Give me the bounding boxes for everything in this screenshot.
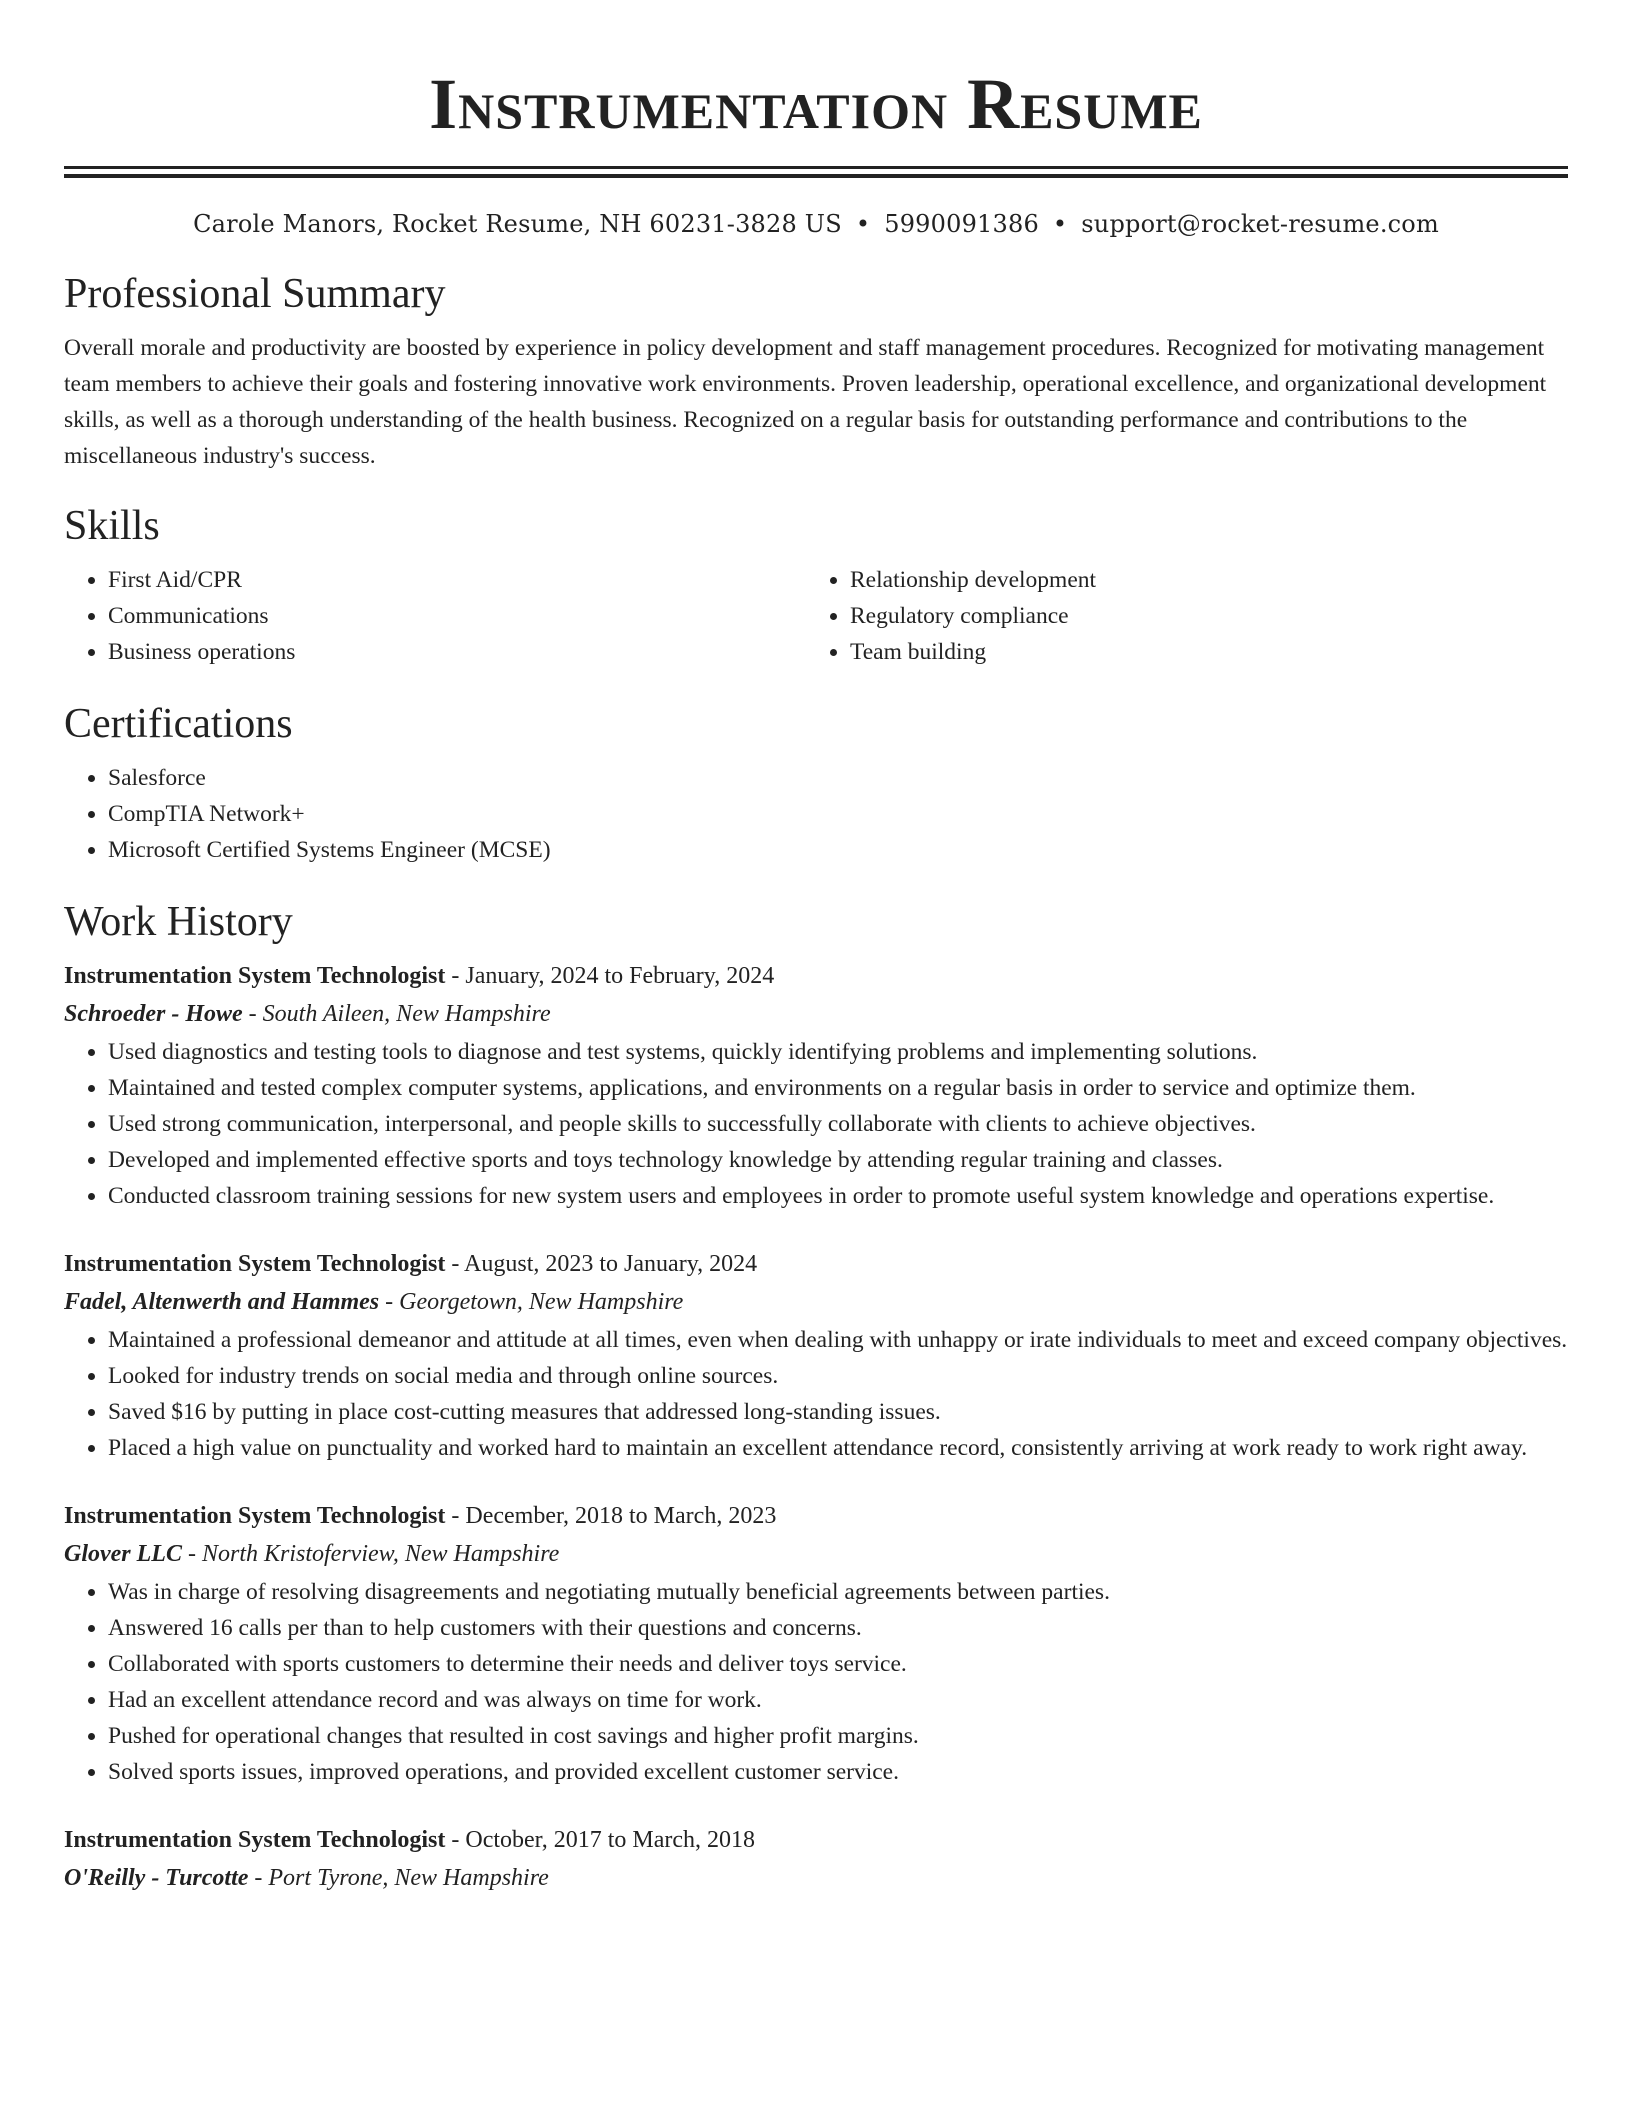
- work-history-section: [64, 896, 1568, 1898]
- job-duty: • Solved sports issues, improved operations, and provided excellent customer service.: [108, 1754, 1568, 1790]
- job-employer: [64, 1858, 1568, 1898]
- job-employer: [64, 994, 1568, 1034]
- certification-item: • Microsoft Certified Systems Engineer (MCSE): [108, 832, 1568, 868]
- job-entry: [64, 1498, 1568, 1790]
- title-divider-bottom: [64, 174, 1568, 178]
- job-heading: [64, 1246, 1568, 1282]
- job-heading: [64, 1498, 1568, 1534]
- job-duty: • Conducted classroom training sessions for new system users and employees in order to promote useful system knowledge and operations expertise.: [108, 1178, 1568, 1214]
- job-duty: • Used diagnostics and testing tools to diagnose and test systems, quickly identifying problems and implementing solutions.: [108, 1034, 1568, 1070]
- skills-grid: [64, 562, 1568, 670]
- section-heading: Certifications: [64, 701, 293, 747]
- job-title: Instrumentation System Technologist: [64, 1251, 446, 1277]
- certification-item: • CompTIA Network+: [108, 796, 1568, 832]
- skill-item: • Relationship development: [850, 562, 1548, 598]
- contact-separator: •: [855, 210, 871, 238]
- job-company: Fadel, Altenwerth and Hammes: [64, 1289, 380, 1315]
- contact-address: Carole Manors, Rocket Resume, NH 60231-3828 US: [193, 210, 842, 238]
- job-dates: - October, 2017 to March, 2018: [445, 1827, 756, 1853]
- resume-page: [64, 0, 1568, 1898]
- job-location: - North Kristoferview, New Hampshire: [181, 1541, 560, 1567]
- skill-item: • Business operations: [108, 634, 806, 670]
- job-title: Instrumentation System Technologist: [64, 1503, 446, 1529]
- job-duty: • Looked for industry trends on social media and through online sources.: [108, 1358, 1568, 1394]
- job-dates: - August, 2023 to January, 2024: [445, 1251, 758, 1277]
- contact-line: [64, 208, 1568, 240]
- certifications-section: [64, 698, 1568, 868]
- contact-email: support@rocket-resume.com: [1081, 210, 1439, 238]
- job-dates: - December, 2018 to March, 2023: [445, 1503, 777, 1529]
- job-duties-list: [64, 1574, 1568, 1790]
- job-company: O'Reilly - Turcotte: [64, 1865, 249, 1891]
- section-heading: Work History: [64, 899, 293, 945]
- skill-item: • Communications: [108, 598, 806, 634]
- contact-phone: 5990091386: [884, 210, 1039, 238]
- job-dates: - January, 2024 to February, 2024: [445, 963, 775, 989]
- job-location: - South Aileen, New Hampshire: [242, 1001, 551, 1027]
- job-employer: [64, 1534, 1568, 1574]
- job-entry: [64, 1246, 1568, 1466]
- section-heading: Professional Summary: [64, 271, 446, 317]
- job-company: Glover LLC: [64, 1541, 182, 1567]
- section-heading: Skills: [64, 503, 160, 549]
- job-company: Schroeder - Howe: [64, 1001, 243, 1027]
- job-duties-list: [64, 1322, 1568, 1466]
- job-duty: • Maintained and tested complex computer systems, applications, and environments on a regular basis in order to service and optimize them.: [108, 1070, 1568, 1106]
- job-location: - Port Tyrone, New Hampshire: [248, 1865, 549, 1891]
- job-duties-list: [64, 1034, 1568, 1214]
- certification-item: • Salesforce: [108, 760, 1568, 796]
- summary-text: Overall morale and productivity are boosted by experience in policy development and staff management procedures. Recognized for motivating management team members to achieve their goals and fostering innovative work environments. Proven leadership, operational excellence, and organizational development skills, as well as a thorough understanding of the health business. Recognized on a regular basis for outstanding performance and contributions to the miscellaneous industry's success.: [64, 335, 1547, 469]
- job-duty: • Collaborated with sports customers to determine their needs and deliver toys service.: [108, 1646, 1568, 1682]
- skill-item: • Team building: [850, 634, 1548, 670]
- job-heading: [64, 1822, 1568, 1858]
- job-duty: • Used strong communication, interpersonal, and people skills to successfully collaborate with clients to achieve objectives.: [108, 1106, 1568, 1142]
- summary-section: [64, 268, 1568, 474]
- job-duty: • Answered 16 calls per than to help customers with their questions and concerns.: [108, 1610, 1568, 1646]
- job-duty: • Maintained a professional demeanor and attitude at all times, even when dealing with unhappy or irate individuals to meet and exceed company objectives.: [108, 1322, 1568, 1358]
- job-duty: • Developed and implemented effective sports and toys technology knowledge by attending regular training and classes.: [108, 1142, 1568, 1178]
- job-duty: • Pushed for operational changes that resulted in cost savings and higher profit margins.: [108, 1718, 1568, 1754]
- skills-section: [64, 500, 1568, 670]
- job-duty: • Saved $16 by putting in place cost-cutting measures that addressed long-standing issues.: [108, 1394, 1568, 1430]
- job-location: - Georgetown, New Hampshire: [379, 1289, 684, 1315]
- skills-list-left: [64, 562, 806, 670]
- job-employer: [64, 1282, 1568, 1322]
- skill-item: • First Aid/CPR: [108, 562, 806, 598]
- skills-list-right: [806, 562, 1548, 670]
- contact-separator: •: [1052, 210, 1068, 238]
- job-title: Instrumentation System Technologist: [64, 1827, 446, 1853]
- job-entry: [64, 958, 1568, 1214]
- job-duty: • Placed a high value on punctuality and worked hard to maintain an excellent attendance record, consistently arriving at work ready to work right away.: [108, 1430, 1568, 1466]
- job-duty: • Was in charge of resolving disagreements and negotiating mutually beneficial agreements between parties.: [108, 1574, 1568, 1610]
- job-entry: [64, 1822, 1568, 1898]
- skill-item: • Regulatory compliance: [850, 598, 1548, 634]
- job-title: Instrumentation System Technologist: [64, 963, 446, 989]
- title-divider-top: [64, 166, 1568, 169]
- job-duty: • Had an excellent attendance record and was always on time for work.: [108, 1682, 1568, 1718]
- job-heading: [64, 958, 1568, 994]
- certifications-list: [64, 760, 1568, 868]
- resume-title: Instrumentation Resume: [429, 64, 1203, 144]
